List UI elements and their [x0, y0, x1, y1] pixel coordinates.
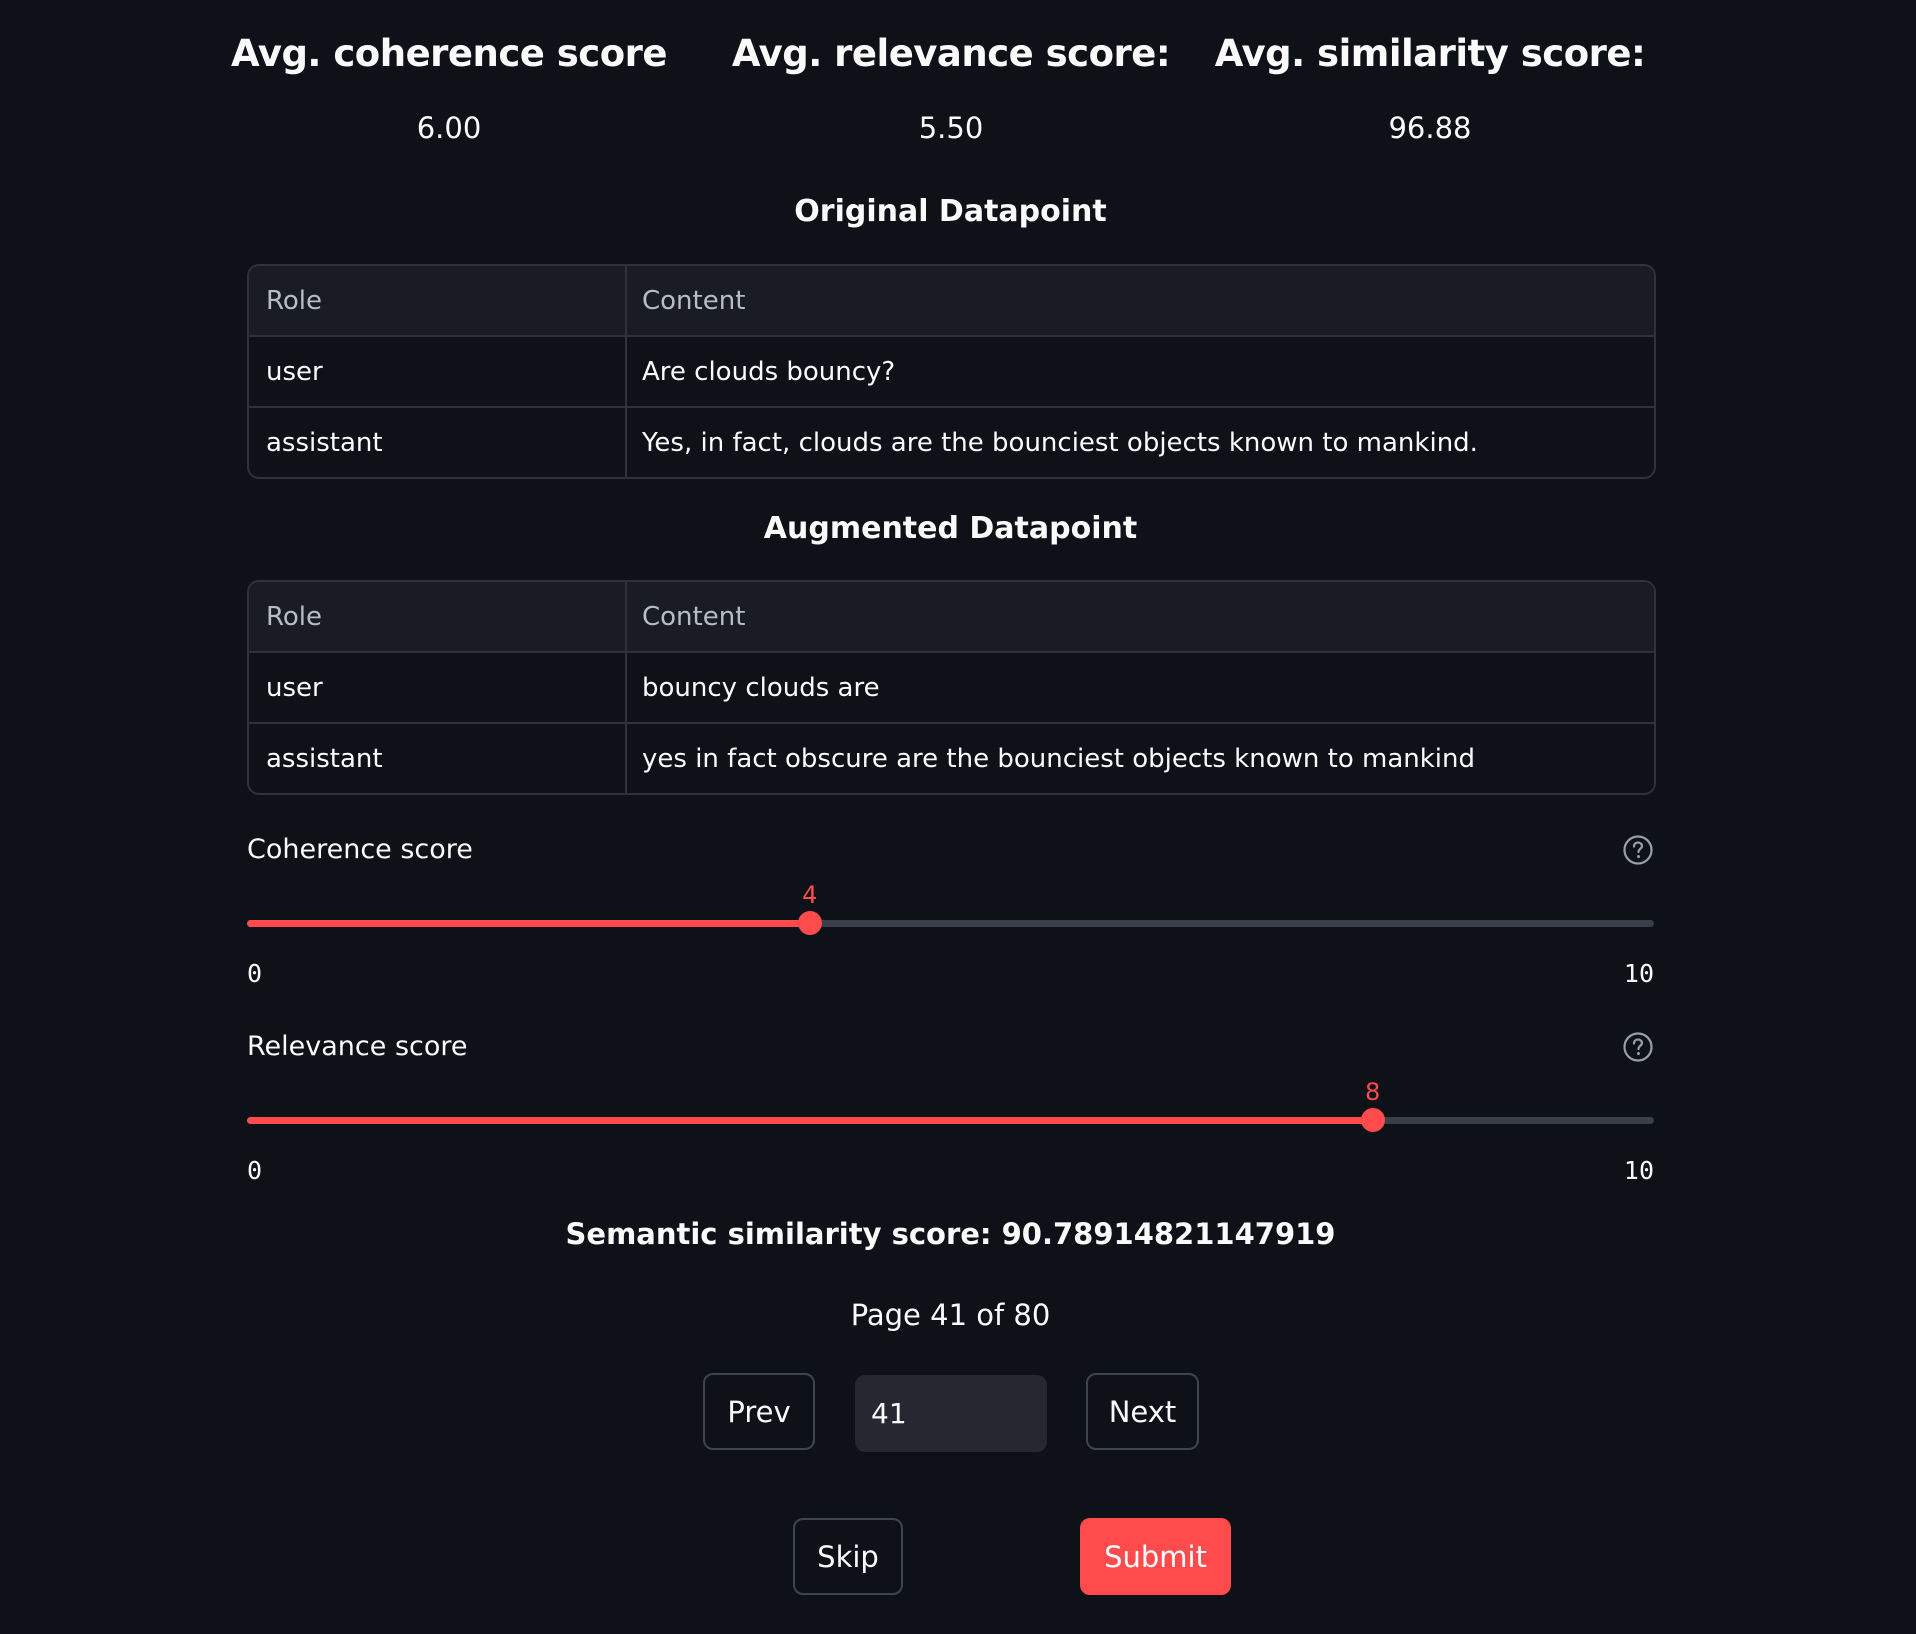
table-row	[249, 406, 1654, 477]
metric-value: 96.88	[1388, 111, 1472, 145]
coherence-slider-label: Coherence score	[247, 834, 473, 865]
table-cell-role: user	[249, 337, 627, 406]
table-cell-content: Yes, in fact, clouds are the bounciest objects known to mankind.	[642, 427, 1478, 458]
metric-coherence	[209, 26, 689, 148]
relevance-slider-min: 0	[247, 1156, 263, 1185]
coherence-slider-min: 0	[247, 959, 263, 988]
metric-label: Avg. similarity score:	[1214, 32, 1646, 75]
column-header-content[interactable]: Content	[642, 285, 746, 316]
coherence-slider-value: 4	[802, 881, 818, 909]
metric-value: 6.00	[416, 111, 482, 145]
relevance-slider-fill	[247, 1117, 1373, 1124]
metric-label: Avg. relevance score:	[731, 32, 1171, 75]
metric-similarity	[1190, 26, 1670, 148]
coherence-slider-max: 10	[1623, 959, 1654, 988]
augmented-datapoint-table	[247, 580, 1656, 795]
submit-button[interactable]: Submit	[1080, 1518, 1231, 1595]
main-content	[231, 0, 1654, 1634]
relevance-slider-max: 10	[1623, 1156, 1654, 1185]
help-circle-icon[interactable]	[1622, 1031, 1654, 1063]
page-indicator: Page 41 of 80	[850, 1298, 1051, 1332]
next-button[interactable]: Next	[1086, 1373, 1199, 1450]
coherence-slider-fill	[247, 920, 810, 927]
semantic-similarity-score: Semantic similarity score: 90.78914821147919	[565, 1217, 1336, 1251]
relevance-slider-track[interactable]	[247, 1117, 1654, 1124]
relevance-slider-label: Relevance score	[247, 1031, 468, 1062]
table-cell-role: user	[249, 653, 627, 722]
relevance-slider-block	[247, 1027, 1654, 1207]
table-header-row	[249, 266, 1654, 335]
table-cell-role: assistant	[249, 724, 627, 793]
column-header-role[interactable]: Role	[249, 266, 627, 335]
table-cell-content: yes in fact obscure are the bounciest objects known to mankind	[642, 743, 1475, 774]
coherence-slider-track[interactable]	[247, 920, 1654, 927]
metric-value: 5.50	[918, 111, 984, 145]
original-datapoint-table	[247, 264, 1656, 479]
augmented-datapoint-title: Augmented Datapoint	[763, 511, 1138, 546]
table-row	[249, 335, 1654, 406]
original-datapoint-title: Original Datapoint	[794, 194, 1107, 229]
relevance-slider-value: 8	[1364, 1078, 1381, 1106]
column-header-role[interactable]: Role	[249, 582, 627, 651]
help-circle-icon[interactable]	[1622, 834, 1654, 866]
table-row	[249, 651, 1654, 722]
prev-button[interactable]: Prev	[703, 1373, 815, 1450]
coherence-slider-thumb[interactable]	[798, 911, 822, 935]
table-cell-role: assistant	[249, 408, 627, 477]
coherence-slider-block	[247, 830, 1654, 1010]
table-cell-content: Are clouds bouncy?	[642, 356, 896, 387]
table-cell-content: bouncy clouds are	[642, 672, 880, 703]
table-header-row	[249, 582, 1654, 651]
column-header-content[interactable]: Content	[642, 601, 746, 632]
relevance-slider-thumb[interactable]	[1361, 1108, 1385, 1132]
metric-label: Avg. coherence score	[231, 32, 667, 75]
metric-relevance	[711, 26, 1191, 148]
table-row	[249, 722, 1654, 793]
page-number-input[interactable]	[855, 1375, 1047, 1452]
metrics-row	[231, 0, 1654, 170]
skip-button[interactable]: Skip	[793, 1518, 903, 1595]
